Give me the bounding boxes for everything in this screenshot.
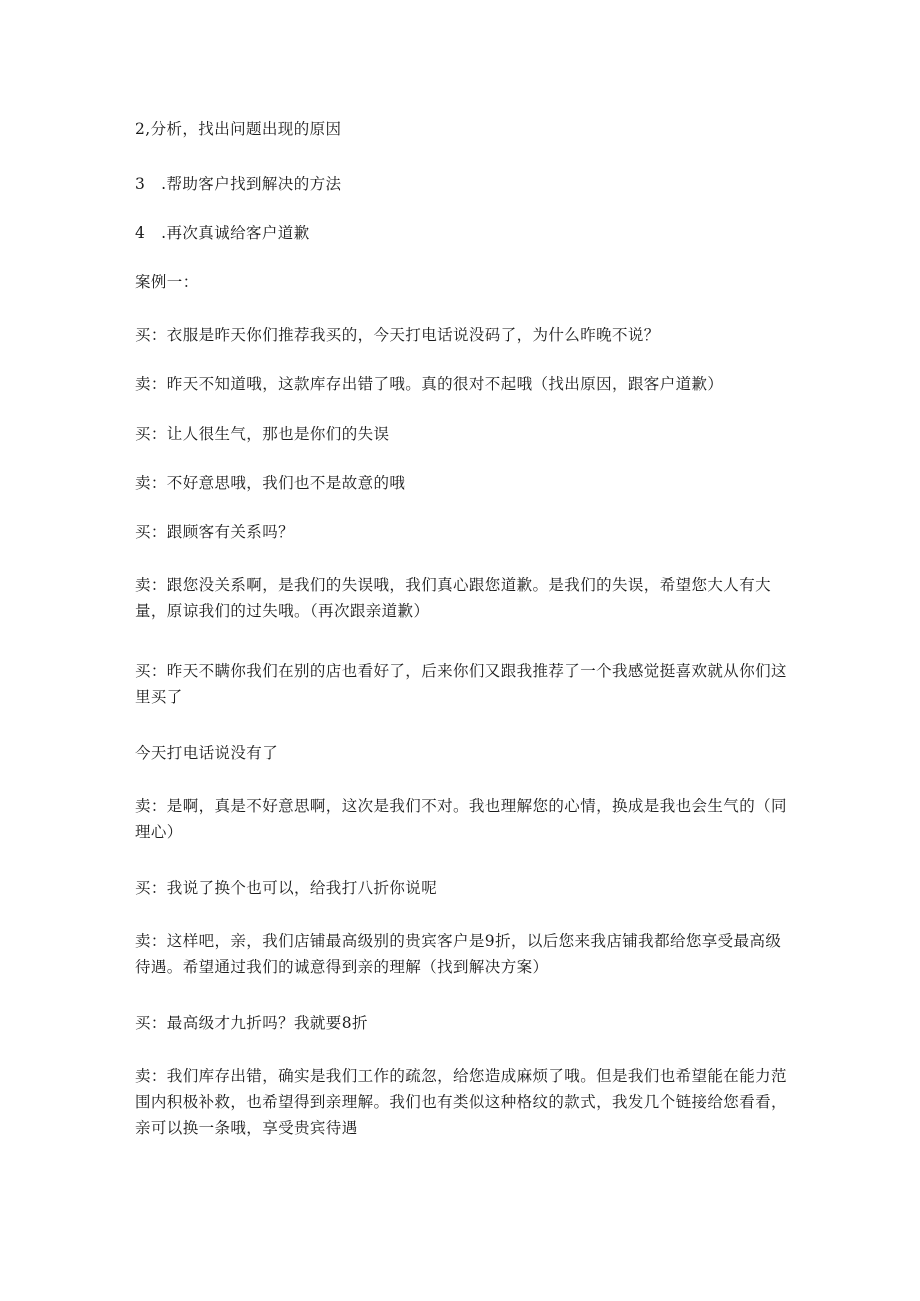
case-heading: 案例一： <box>135 273 199 291</box>
dialogue-line: 买：昨天不瞒你我们在别的店也看好了，后来你们又跟我推荐了一个我感觉挺喜欢就从你们这里买了 <box>135 662 787 706</box>
dialogue-line: 卖：这样吧，亲，我们店铺最高级别的贵宾客户是9折，以后您来我店铺我都给您享受最高级待遇。希望通过我们的诚意得到亲的理解（找到解决方案） <box>135 932 782 976</box>
dialogue-line: 买：我说了换个也可以，给我打八折你说呢 <box>135 879 438 897</box>
step-2-text: 2,分析，找出问题出现的原因 <box>135 120 342 138</box>
step-4-text: 4 .再次真诚给客户道歉 <box>135 224 310 242</box>
dialogue-line: 买：最高级才九折吗？我就要8折 <box>135 1014 368 1032</box>
dialogue-line: 买：衣服是昨天你们推荐我买的，今天打电话说没码了，为什么昨晚不说？ <box>135 326 660 344</box>
dialogue-line: 买：跟顾客有关系吗？ <box>135 523 295 541</box>
dialogue-line: 买：让人很生气，那也是你们的失误 <box>135 425 390 443</box>
dialogue-line: 卖：跟您没关系啊，是我们的失误哦，我们真心跟您道歉。是我们的失误，希望您大人有大量，原谅我们的过失哦。（再次跟亲道歉） <box>135 576 772 620</box>
dialogue-line: 今天打电话说没有了 <box>135 744 279 762</box>
dialogue-line: 卖：昨天不知道哦，这款库存出错了哦。真的很对不起哦（找出原因，跟客户道歉） <box>135 375 724 393</box>
dialogue-line: 卖：是啊，真是不好意思啊，这次是我们不对。我也理解您的心情，换成是我也会生气的（同理心） <box>135 797 787 841</box>
dialogue-line: 卖：我们库存出错，确实是我们工作的疏忽，给您造成麻烦了哦。但是我们也希望能在能力范围内积极补救，也希望得到亲理解。我们也有类似这种格纹的款式，我发几个链接给您看看，亲可以换一条哦，享受贵宾待遇 <box>135 1067 787 1137</box>
dialogue-line: 卖：不好意思哦，我们也不是故意的哦 <box>135 474 406 492</box>
step-3-text: 3 .帮助客户找到解决的方法 <box>135 175 342 193</box>
